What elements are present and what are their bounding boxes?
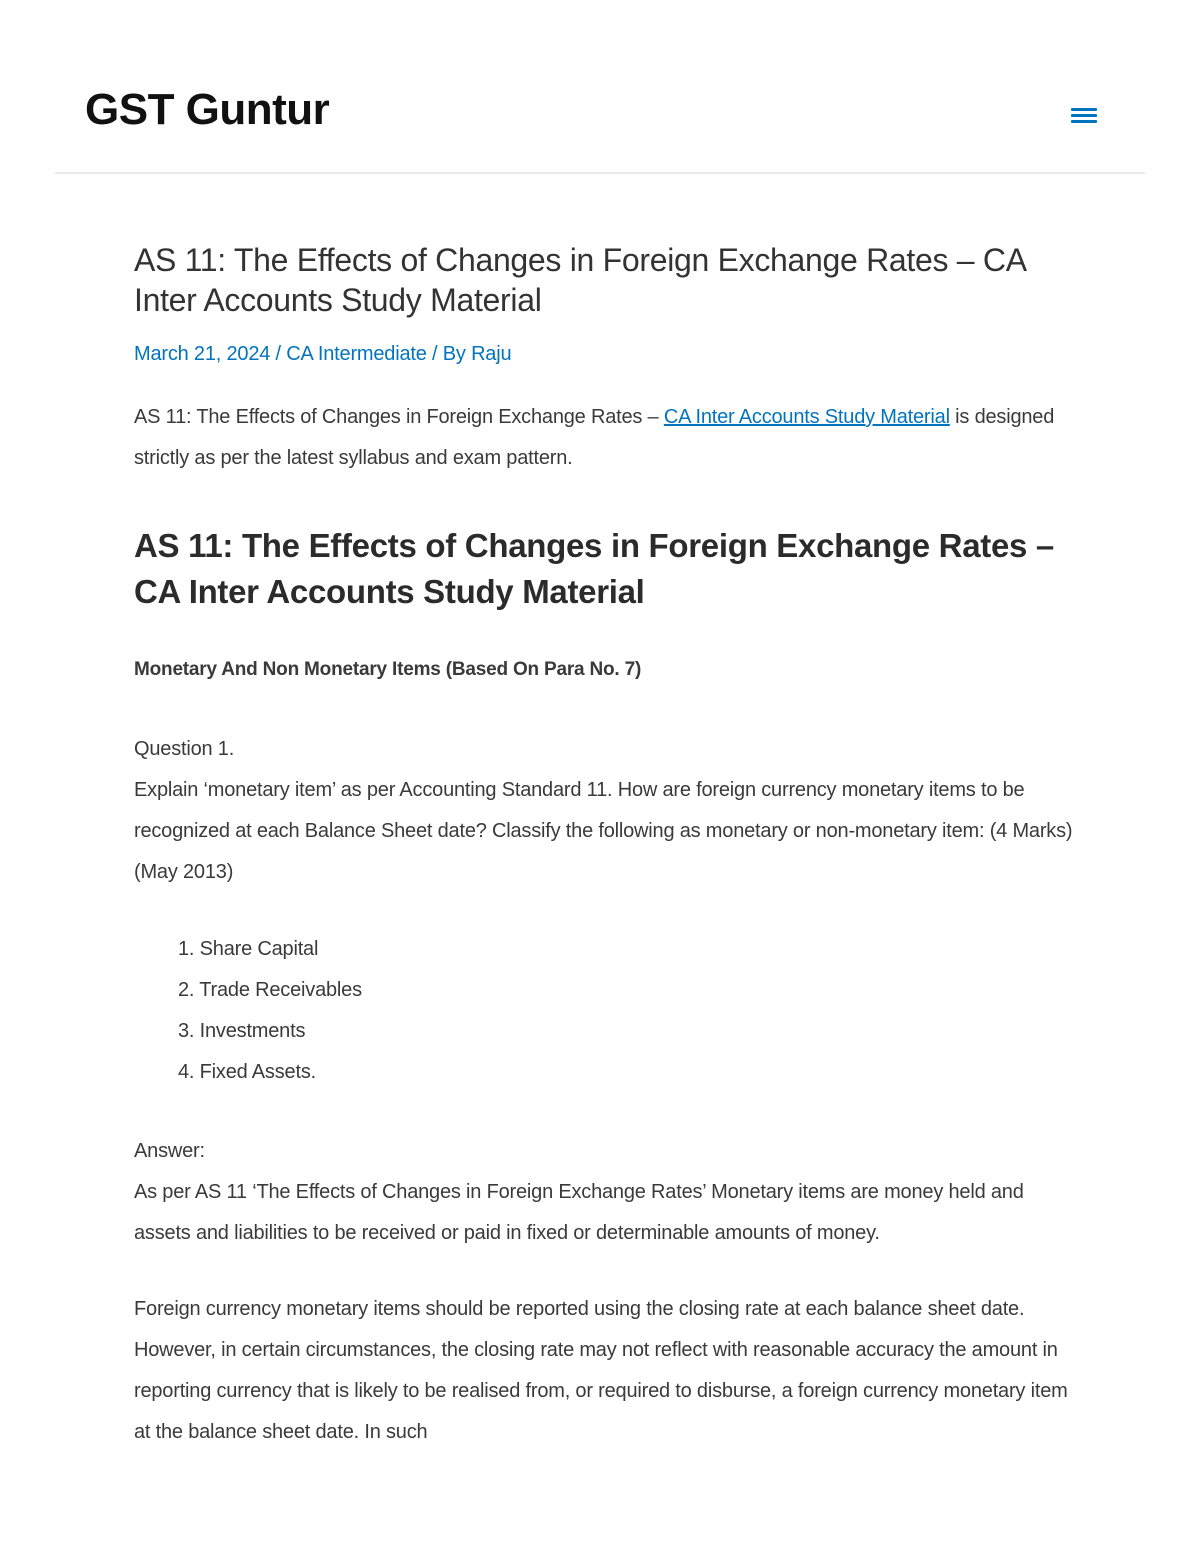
post-date: March 21, 2024 bbox=[134, 343, 271, 365]
subheading: Monetary And Non Monetary Items (Based On Para No. 7) bbox=[134, 659, 642, 680]
meta-separator: / bbox=[270, 343, 287, 365]
list-item: 3. Investments bbox=[178, 1020, 306, 1042]
entry-title: AS 11: The Effects of Changes in Foreign Exchange Rates – CA Inter Accounts Study Material bbox=[134, 242, 1025, 318]
question-label: Question 1. bbox=[134, 738, 235, 760]
list-item: 1. Share Capital bbox=[178, 938, 319, 960]
intro-text: is designed strictly as per the latest syllabus and exam pattern. bbox=[134, 406, 1055, 469]
site-title[interactable]: GST Guntur bbox=[85, 85, 330, 134]
list-item: 4. Fixed Assets. bbox=[178, 1061, 316, 1083]
item-list bbox=[134, 929, 1074, 1093]
menu-bar bbox=[1071, 108, 1097, 111]
closing-rate-paragraph: Foreign currency monetary items should be reported using the closing rate at each balance sheet date. However, in certain circumstances, the closing rate may not reflect with reasonable accuracy the amount in reporting currency that is likely to be realised from, or required to disburse, a foreign currency monetary item at the balance sheet date. In such bbox=[134, 1298, 1068, 1443]
site-header bbox=[55, 0, 1145, 174]
answer-text: As per AS 11 ‘The Effects of Changes in Foreign Exchange Rates’ Monetary items are money held and assets and liabilities to be received or paid in fixed or determinable amounts of money. bbox=[134, 1181, 1024, 1244]
article bbox=[134, 240, 1074, 1453]
meta-separator: / By bbox=[426, 343, 472, 365]
menu-bar bbox=[1071, 114, 1097, 117]
hamburger-menu-icon[interactable] bbox=[1071, 105, 1097, 127]
question-text: Explain ‘monetary item’ as per Accounting Standard 11. How are foreign currency monetary items to be recognized at each Balance Sheet date? Classify the following as monetary or non-monetary item: (4 Marks) (May 2013) bbox=[134, 779, 1073, 883]
study-material-link[interactable]: CA Inter Accounts Study Material bbox=[663, 406, 950, 428]
section-heading: AS 11: The Effects of Changes in Foreign Exchange Rates – CA Inter Accounts Study Material bbox=[134, 527, 1054, 610]
author-link[interactable]: Raju bbox=[471, 343, 512, 365]
intro-text: AS 11: The Effects of Changes in Foreign Exchange Rates – bbox=[134, 406, 664, 428]
entry-meta bbox=[134, 341, 1074, 367]
intro-paragraph bbox=[134, 397, 1074, 479]
category-link[interactable]: CA Intermediate bbox=[286, 343, 427, 365]
answer-label: Answer: bbox=[134, 1140, 205, 1162]
menu-bar bbox=[1071, 120, 1097, 123]
list-item: 2. Trade Receivables bbox=[178, 979, 362, 1001]
